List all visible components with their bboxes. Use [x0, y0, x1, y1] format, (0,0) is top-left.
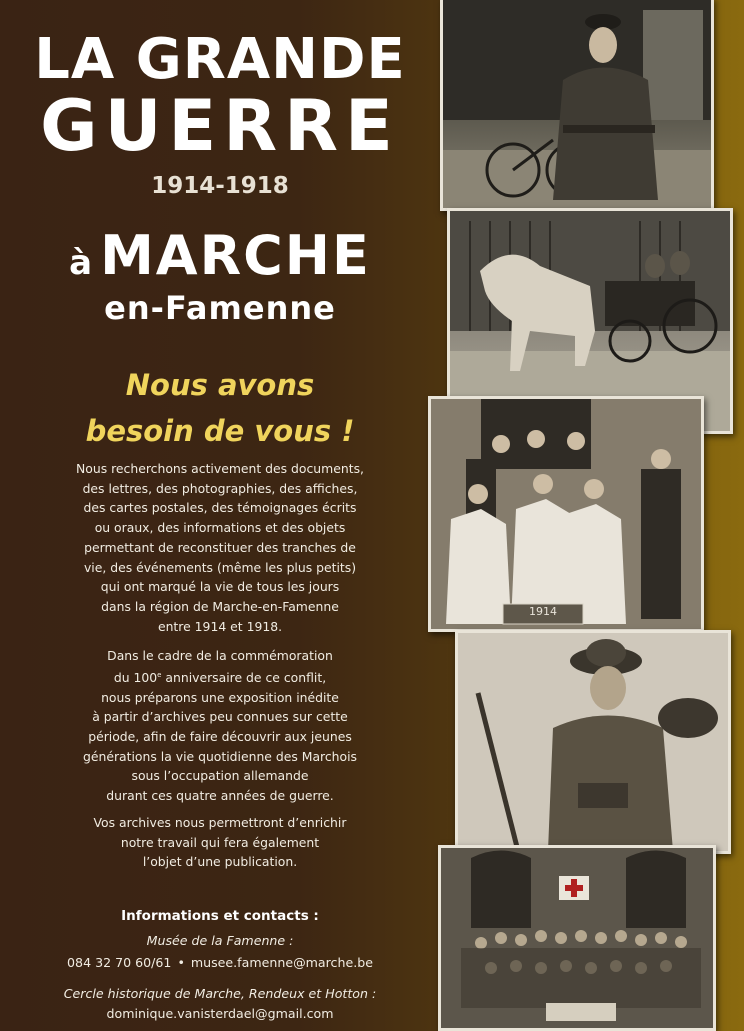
- paragraph-3: [58, 813, 382, 872]
- paragraph-line: ou oraux, des informations et des objets: [94, 520, 346, 536]
- museum-email-link[interactable]: musee.famenne@marche.be: [190, 955, 373, 970]
- museum-contact: [0, 953, 440, 973]
- title-line-1: LA GRANDE: [34, 27, 406, 92]
- paragraph-1: [58, 459, 382, 636]
- contacts-heading: Informations et contacts :: [121, 908, 319, 924]
- paragraph-line: période, afin de faire découvrir aux jeunes: [88, 728, 352, 744]
- museum-name: Musée de la Famenne :: [146, 933, 294, 948]
- slogan-line-2: besoin de vous !: [85, 414, 355, 448]
- years: 1914-1918: [151, 173, 289, 199]
- paragraph-line: qui ont marqué la vie de tous les jours: [100, 579, 340, 595]
- slate-caption: 1914: [529, 605, 557, 618]
- cercle-name: Cercle historique de Marche, Rendeux et Hotton :: [63, 986, 377, 1001]
- paragraph-line: entre 1914 et 1918.: [157, 618, 283, 634]
- paragraph-line: Vos archives nous permettront d’enrichir: [93, 815, 347, 830]
- paragraph-line: Dans le cadre de la commémoration: [107, 648, 333, 663]
- paragraph-line: générations la vie quotidienne des Marchois: [82, 748, 358, 764]
- phone-number: 084 32 70 60/61: [67, 955, 172, 970]
- photo-soldier-with-bicycle: [440, 0, 714, 211]
- place-suffix: en-Famenne: [104, 289, 336, 327]
- photo-soldier-with-helmet: [455, 630, 731, 854]
- paragraph-line: Nous recherchons activement des documents,: [76, 461, 364, 476]
- paragraph-line: permettant de reconstituer des tranches de: [84, 539, 356, 555]
- cercle-email-link[interactable]: dominique.vanisterdael@gmail.com: [106, 1006, 334, 1021]
- title-line-2: GUERRE: [40, 85, 400, 167]
- paragraph-line: des cartes postales, des témoignages écrits: [83, 500, 357, 516]
- photo-red-cross-group: [438, 845, 716, 1031]
- separator: •: [177, 955, 185, 970]
- paragraph-2: [58, 646, 382, 806]
- text-fragment: du 100: [113, 669, 158, 685]
- slogan-line-1: Nous avons: [125, 368, 315, 402]
- nurses-illustration: [431, 399, 701, 629]
- paragraph-line: à partir d’archives peu connues sur cette: [92, 709, 348, 725]
- photo-red-cross-nurses: [428, 396, 704, 632]
- paragraph-line: durant ces quatre années de guerre.: [106, 788, 334, 804]
- paragraph-line: notre travail qui fera également: [120, 834, 320, 850]
- paragraph-line: des lettres, des photographies, des affiches,: [82, 480, 358, 496]
- paragraph-line: vie, des événements (même les plus petits): [83, 559, 357, 575]
- soldier-bicycle-illustration: [443, 0, 711, 208]
- paragraph-line: l’objet d’une publication.: [142, 854, 298, 870]
- slogan: [0, 362, 440, 454]
- place-name: MARCHE: [100, 224, 371, 287]
- paragraph-line: [58, 666, 382, 688]
- paragraph-line: nous préparons une exposition inédite: [101, 689, 339, 705]
- text-fragment: anniversaire de ce conflit,: [161, 669, 327, 685]
- place-prefix: à: [69, 243, 93, 283]
- superscript: e: [157, 670, 162, 679]
- paragraph-line: sous l’occupation allemande: [131, 768, 309, 784]
- helmet-soldier-illustration: [458, 633, 728, 851]
- group-illustration: [441, 848, 713, 1028]
- paragraph-line: dans la région de Marche-en-Famenne: [101, 598, 339, 614]
